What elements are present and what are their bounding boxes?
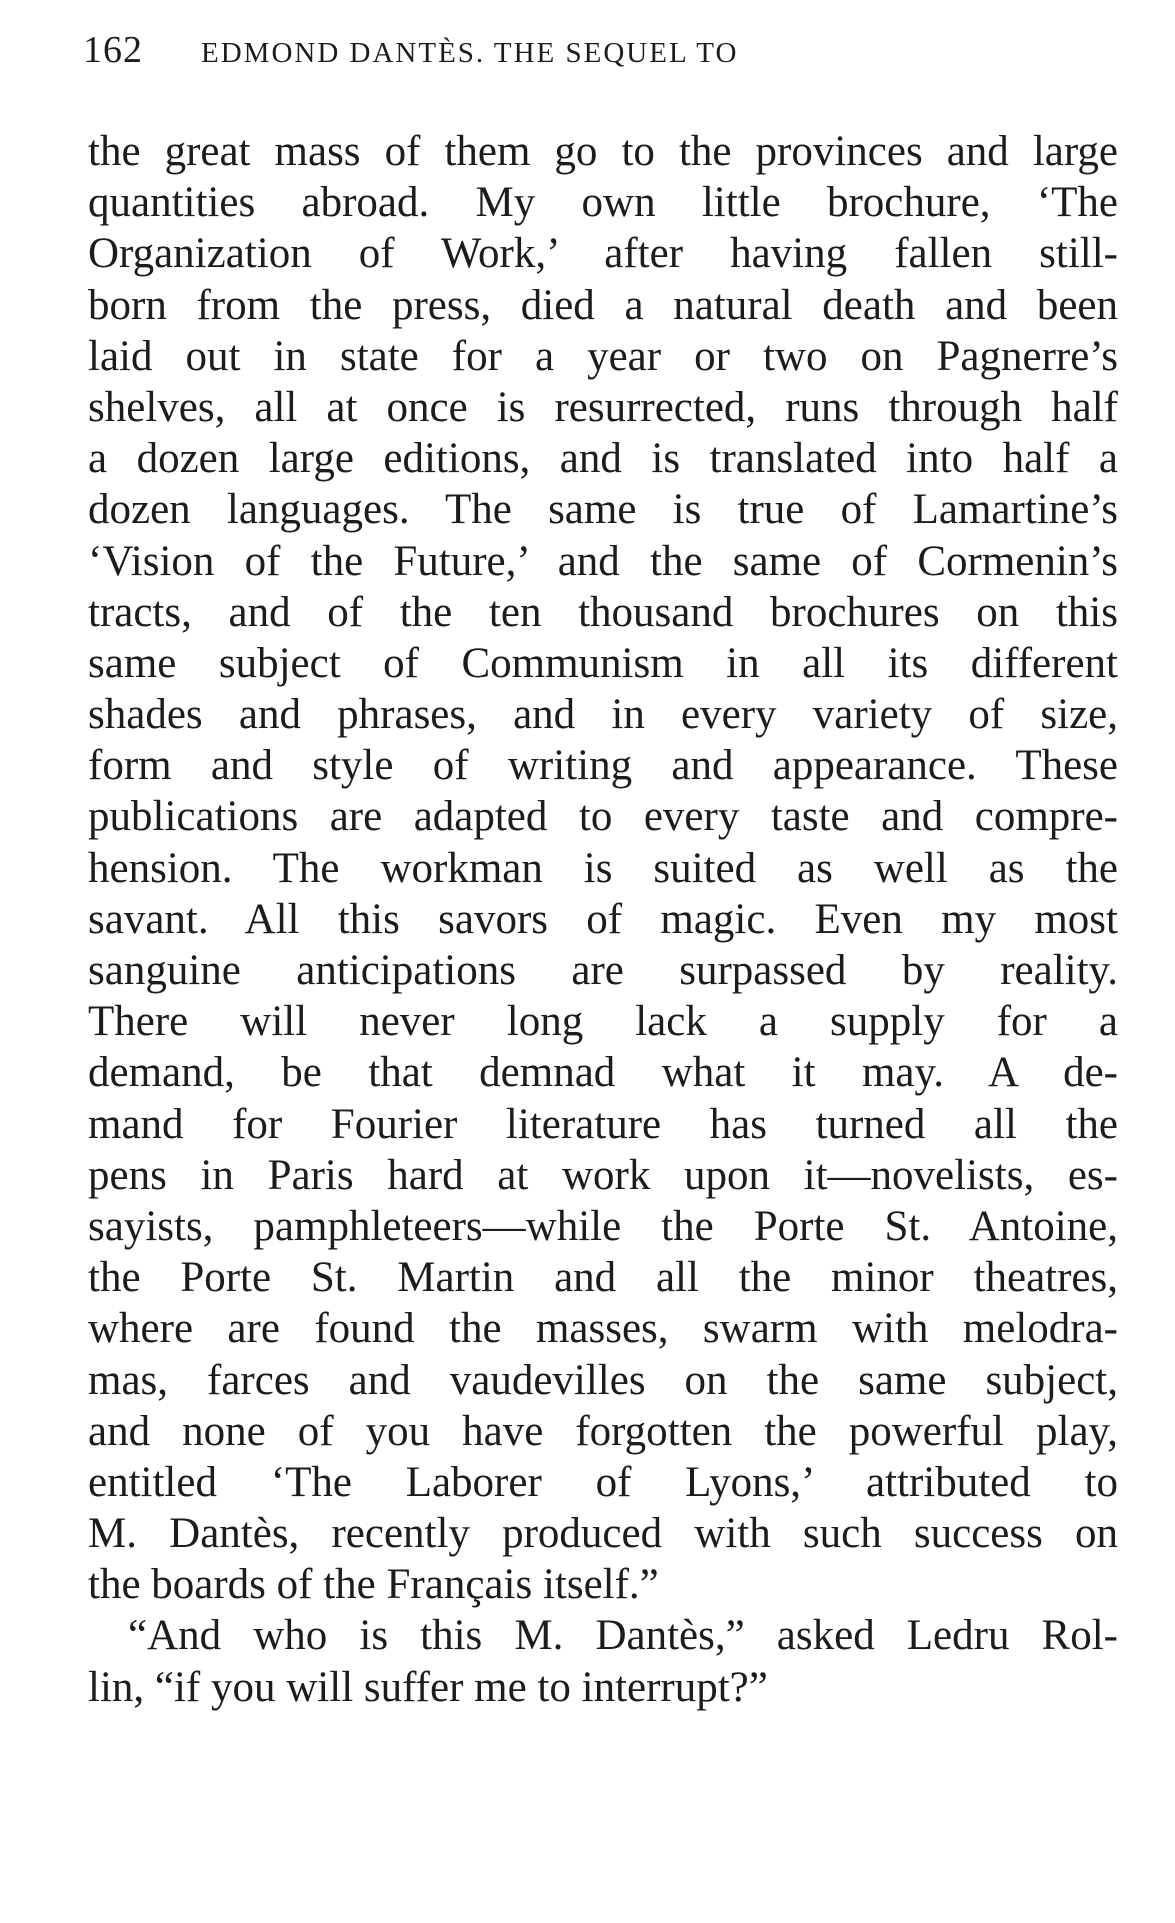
text-line: entitled ‘The Laborer of Lyons,’ attributed to [88,1458,1118,1506]
text-line: tracts, and of the ten thousand brochures on this [88,588,1118,636]
text-line: There will never long lack a supply for a [88,998,1118,1046]
text-line: shades and phrases, and in every variety of size, [88,691,1118,739]
text-line: and none of you have forgotten the powerful play, [88,1407,1118,1455]
text-line: born from the press, died a natural death and been [88,281,1118,329]
text-line: the boards of the Français itself.” [88,1561,659,1609]
text-line: form and style of writing and appearance. These [88,742,1118,790]
text-line: the Porte St. Martin and all the minor theatres, [88,1254,1118,1302]
text-line: mas, farces and vaudevilles on the same subject, [88,1356,1118,1404]
text-line: publications are adapted to every taste and compre- [88,793,1118,841]
text-line: savant. All this savors of magic. Even my most [88,895,1118,943]
body-text [88,126,1118,1713]
text-line: dozen languages. The same is true of Lamartine’s [88,486,1118,534]
text-line: same subject of Communism in all its different [88,639,1118,687]
text-line: lin, “if you will suffer me to interrupt?” [88,1663,768,1711]
text-line: shelves, all at once is resurrected, runs through half [88,383,1118,431]
text-line: sanguine anticipations are surpassed by reality. [88,947,1118,994]
text-line: mand for Fourier literature has turned all the [88,1100,1118,1148]
text-line: quantities abroad. My own little brochure, ‘The [88,179,1118,227]
text-line: where are found the masses, swarm with melodra- [88,1305,1118,1353]
text-line: demand, be that demnad what it may. A de- [88,1049,1118,1097]
text-line: Organization of Work,’ after having fallen still- [88,230,1118,278]
text-line: M. Dantès, recently produced with such success on [88,1510,1118,1558]
text-line: sayists, pamphleteers—while the Porte St. Antoine, [88,1202,1118,1250]
text-line: pens in Paris hard at work upon it—novelists, es- [88,1151,1118,1199]
text-line: ‘Vision of the Future,’ and the same of Cormenin’s [88,537,1118,585]
text-line: a dozen large editions, and is translated into half a [88,435,1118,483]
page-header [83,28,1133,78]
text-line: hension. The workman is suited as well as the [88,844,1118,892]
running-head: EDMOND DANTÈS. THE SEQUEL TO [201,37,739,69]
text-line: the great mass of them go to the provinces and large [88,128,1118,175]
page-number: 162 [83,29,143,71]
text-line: laid out in state for a year or two on Pagnerre’s [88,332,1118,380]
text-line: “And who is this M. Dantès,” asked Ledru Rol- [128,1612,1118,1660]
